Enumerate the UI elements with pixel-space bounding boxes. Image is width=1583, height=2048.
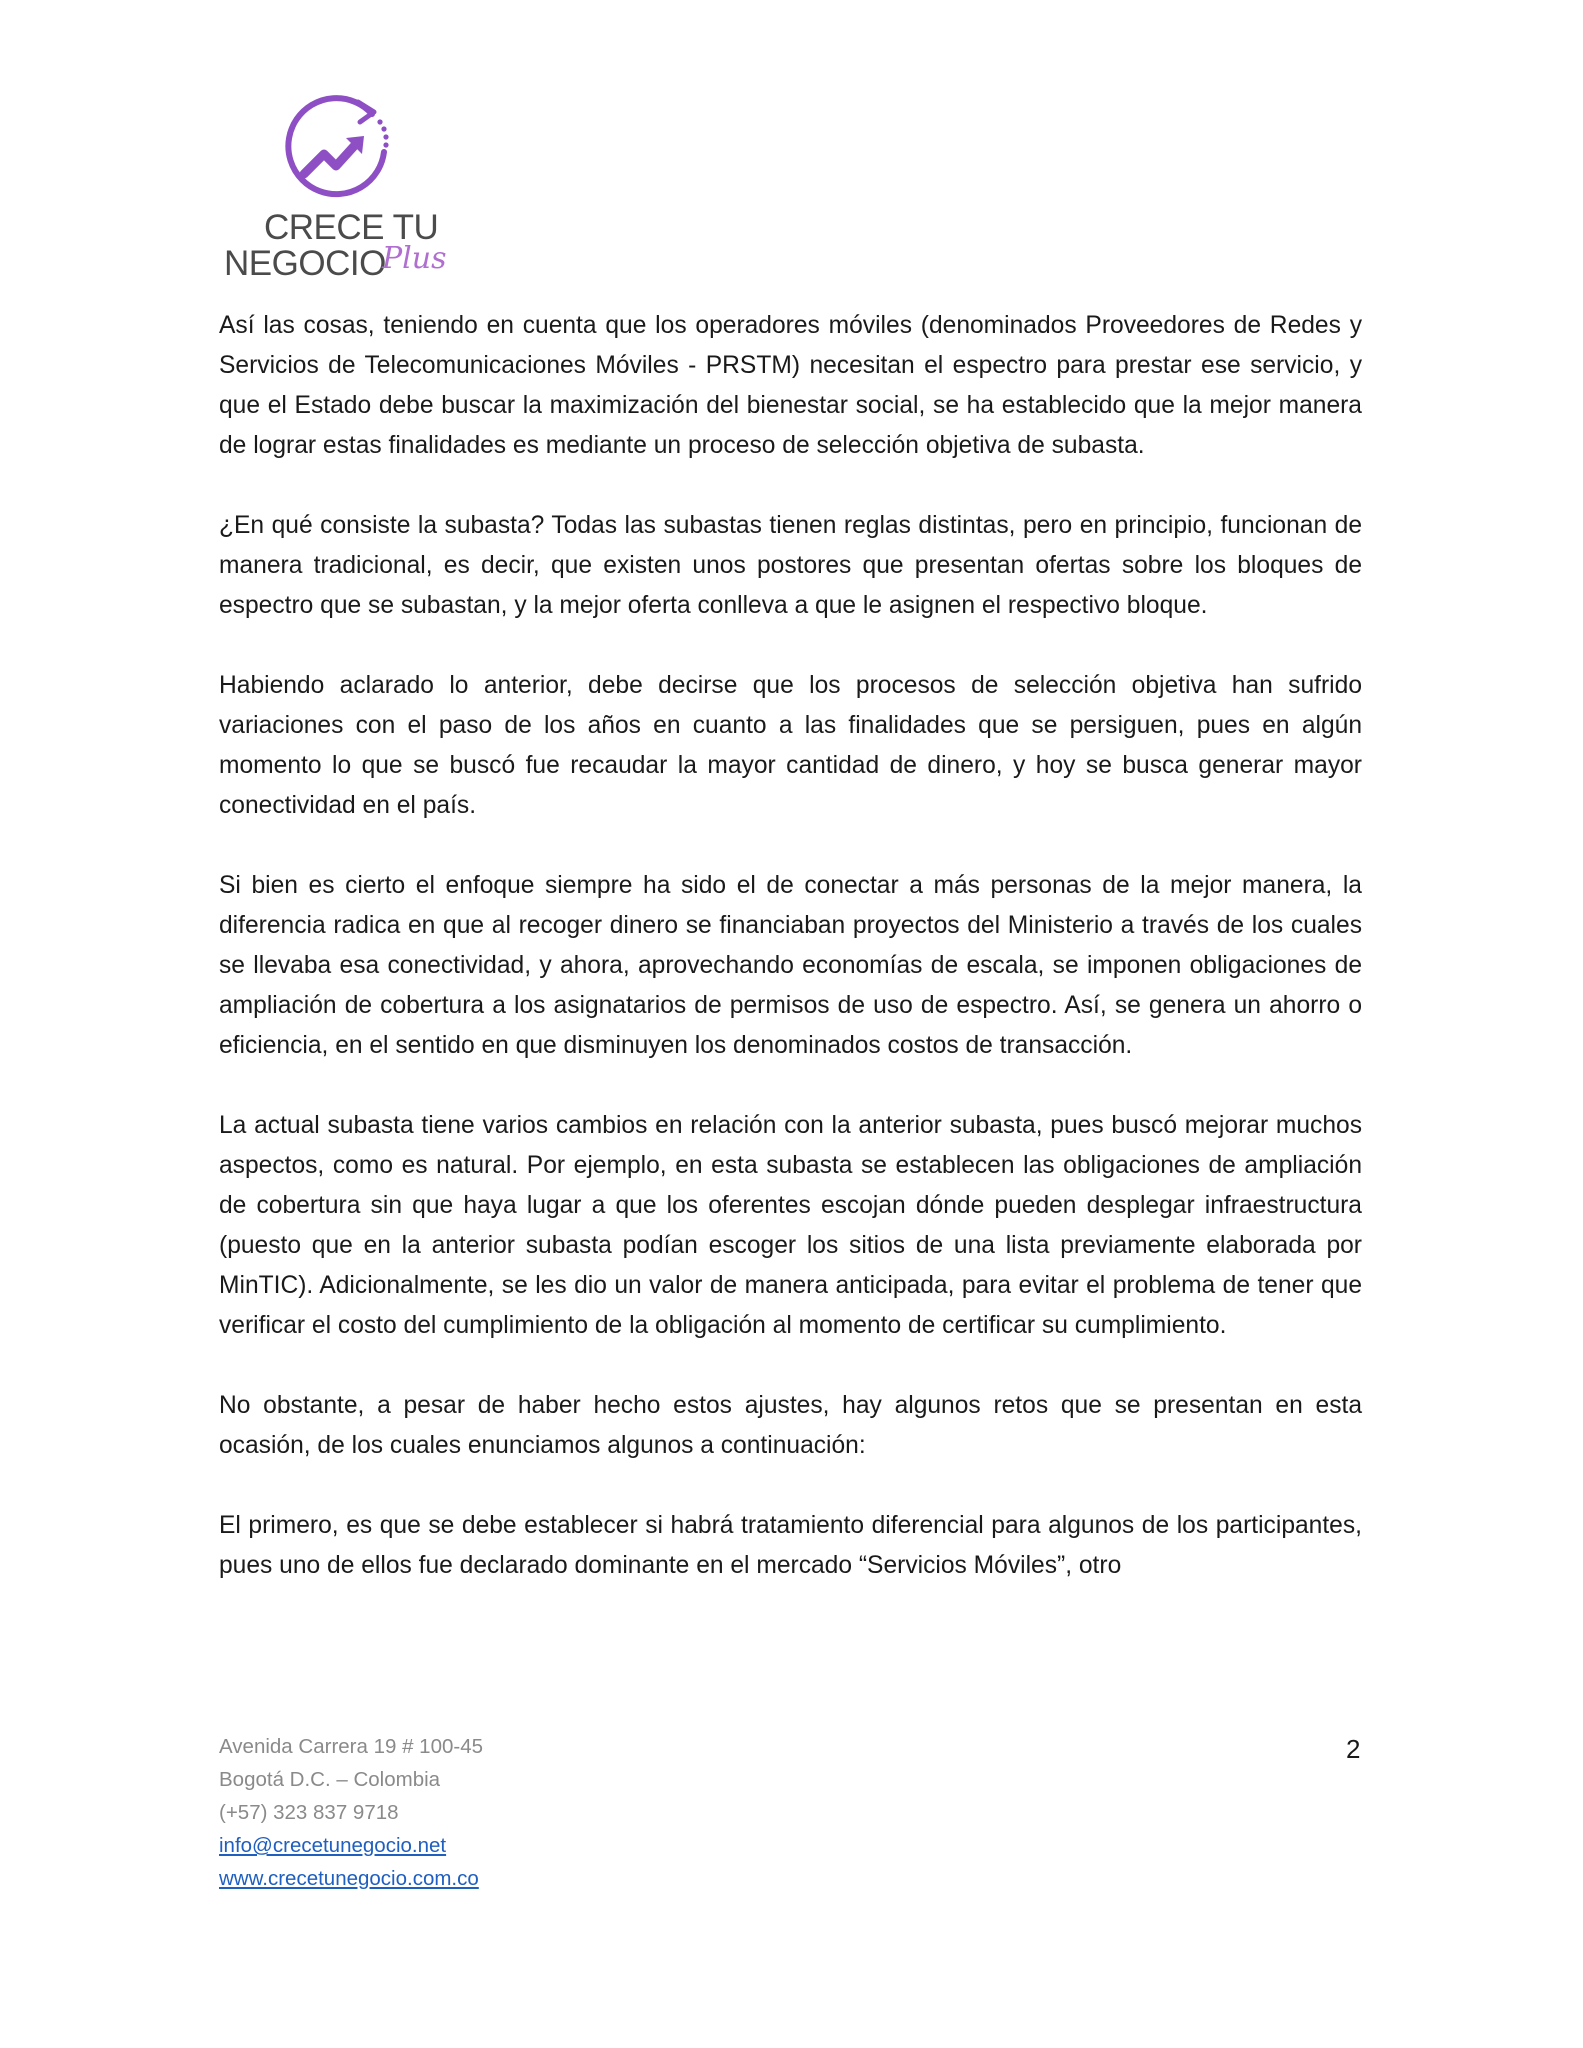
paragraph: Habiendo aclarado lo anterior, debe decirse que los procesos de selección objetiva han sufrido variaciones con el paso de los años en cuanto a las finalidades que se persiguen, pues en algún momento lo que se buscó fue recaudar la mayor cantidad de dinero, y hoy se busca generar mayor conectividad en el país. xyxy=(219,672,1362,819)
paragraph: No obstante, a pesar de haber hecho estos ajustes, hay algunos retos que se presentan en esta ocasión, de los cuales enunciamos algunos a continuación: xyxy=(219,1392,1362,1459)
footer-address: Avenida Carrera 19 # 100-45 xyxy=(219,1735,484,1758)
page-footer xyxy=(219,1730,483,1895)
paragraph: El primero, es que se debe establecer si habrá tratamiento diferencial para algunos de los participantes, pues uno de ellos fue declarado dominante en el mercado “Servicios Móviles”, otro xyxy=(219,1512,1362,1579)
footer-website-link[interactable]: www.crecetunegocio.com.co xyxy=(219,1867,479,1890)
logo-text-line2: NEGOCIO xyxy=(224,244,386,283)
footer-phone: (+57) 323 837 9718 xyxy=(219,1801,399,1824)
logo-text-line1: CRECE TU xyxy=(264,208,439,247)
paragraph: Así las cosas, teniendo en cuenta que los operadores móviles (denominados Proveedores de Redes y Servicios de Telecomunicaciones Móviles - PRSTM) necesitan el espectro para prestar ese servicio, y que el Estado debe buscar la maximización del bienestar social, se ha establecido que la mejor manera de lograr estas finalidades es mediante un proceso de selección objetiva de subasta. xyxy=(219,312,1362,459)
page-number: 2 xyxy=(1346,1734,1361,1764)
paragraph: Si bien es cierto el enfoque siempre ha sido el de conectar a más personas de la mejor manera, la diferencia radica en que al recoger dinero se financiaban proyectos del Ministerio a través de los cuales se llevaba esa conectividad, y ahora, aprovechando economías de escala, se imponen obligaciones de ampliación de cobertura a los asignatarios de permisos de uso de espectro. Así, se genera un ahorro o eficiencia, en el sentido en que disminuyen los denominados costos de transacción. xyxy=(219,872,1362,1059)
paragraph: La actual subasta tiene varios cambios en relación con la anterior subasta, pues buscó mejorar muchos aspectos, como es natural. Por ejemplo, en esta subasta se establecen las obligaciones de ampliación de cobertura sin que haya lugar a que los oferentes escojan dónde pueden desplegar infraestructura (puesto que en la anterior subasta podían escoger los sitios de una lista previamente elaborada por MinTIC). Adicionalmente, se les dio un valor de manera anticipada, para evitar el problema de tener que verificar el costo del cumplimiento de la obligación al momento de certificar su cumplimiento. xyxy=(219,1112,1362,1339)
footer-city: Bogotá D.C. – Colombia xyxy=(219,1768,441,1791)
footer-email-link[interactable]: info@crecetunegocio.net xyxy=(219,1834,447,1857)
document-body xyxy=(219,306,1362,1586)
paragraph: ¿En qué consiste la subasta? Todas las subastas tienen reglas distintas, pero en principio, funcionan de manera tradicional, es decir, que existen unos postores que presentan ofertas sobre los bloques de espectro que se subastan, y la mejor oferta conlleva a que le asignen el respectivo bloque. xyxy=(219,512,1362,619)
logo-text-accent: Plus xyxy=(382,241,447,276)
growth-arrow-circle-icon xyxy=(280,92,398,210)
company-logo xyxy=(222,92,462,292)
